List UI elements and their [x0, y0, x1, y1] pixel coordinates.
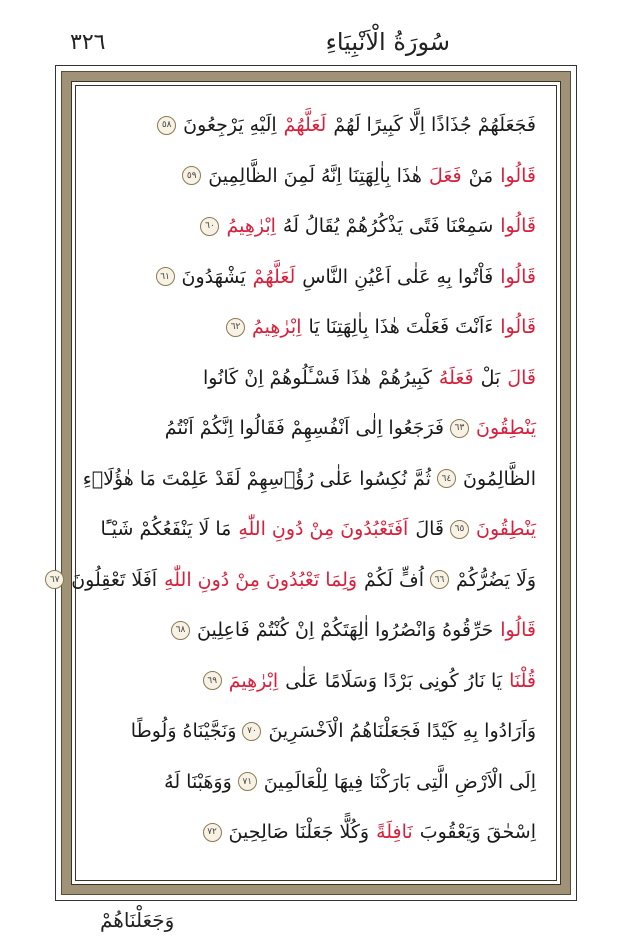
verse-line — [96, 151, 536, 202]
verse-text: وَكُلًّا جَعَلْنَا صَالِحِينَ — [228, 821, 370, 844]
verse-end-marker: ٦٠ — [200, 217, 219, 236]
verse-text: اِلَى الْاَرْضِ الَّتِى بَارَكْنَا فِيهَا لِلْعَالَمِينَ — [263, 770, 536, 793]
verse-text: يَشْهَدُونَ — [181, 265, 246, 288]
verse-text: بَلْ — [480, 366, 501, 389]
verse-text: الظَّالِمُونَ — [463, 467, 536, 490]
verse-text: لَعَلَّهُمْ — [283, 114, 327, 137]
verse-text: اِبْرٰهِيمُ — [226, 215, 276, 238]
verse-text: وَلَا يَضُرُّكُمْ — [456, 568, 536, 591]
verse-text: وَلِمَا تَعْبُدُونَ مِنْ دُونِ اللّٰهِ — [164, 568, 358, 591]
verse-text: اِبْرٰهِيمَ — [228, 669, 279, 692]
surah-title: سُورَةُ الْاَنْبِيَاءِ — [325, 28, 450, 56]
verse-text: فَعَلَ — [428, 164, 462, 187]
verse-text: اُفٍّ لَكُمْ — [364, 568, 424, 591]
verse-line — [49, 555, 536, 606]
page-number: ٣٢٦ — [70, 30, 106, 55]
verse-end-marker: ٦٩ — [203, 671, 222, 690]
verse-text: هٰذَا فَسْـَٔلُوهُمْ اِنْ كَانُوا — [203, 366, 372, 389]
verse-line — [96, 252, 536, 303]
verse-text: اِسْحٰقَ وَيَعْقُوبَ — [419, 821, 536, 844]
verse-text: قَالُوا — [500, 265, 536, 288]
page-header — [70, 28, 560, 62]
verse-text: وَوَهَبْنَا لَهُ — [164, 770, 232, 793]
verse-text: قَالَ — [507, 366, 536, 389]
verse-text: ءَاَنْتَ فَعَلْتَ هٰذَا بِاٰلِهَتِنَا يَا — [308, 316, 494, 339]
verse-text: قَالَ — [415, 518, 444, 541]
verse-end-marker: ٧٢ — [203, 823, 222, 842]
verse-text: فَاْتُوا بِهِ عَلٰى اَعْيُنِ النَّاسِ — [302, 265, 494, 288]
verse-end-marker: ٥٨ — [157, 116, 176, 135]
verse-text: قُلْنَا — [509, 669, 536, 692]
verse-text: سَمِعْنَا فَتًى يَذْكُرُهُمْ يُقَالُ لَهُ — [282, 215, 494, 238]
verse-text: فَرَجَعُوا اِلٰى اَنْفُسِهِمْ فَقَالُوا اِنَّكُمْ اَنْتُمُ — [164, 417, 444, 440]
verse-line — [96, 100, 536, 151]
verse-text: يَنْطِقُونَ — [476, 518, 536, 541]
verse-end-marker: ٦٦ — [430, 570, 449, 589]
verse-text: قَالُوا — [500, 164, 536, 187]
verse-line — [82, 454, 536, 505]
verse-text: وَاَرَادُوا بِهِ كَيْدًا فَجَعَلْنَاهُمُ الْاَخْسَرِينَ — [268, 720, 536, 743]
verse-line — [96, 605, 536, 656]
verse-end-marker: ٧٠ — [242, 722, 261, 741]
verse-line — [96, 706, 536, 757]
verse-end-marker: ٦٥ — [450, 520, 469, 539]
verse-text-area — [49, 100, 536, 866]
verse-text: قَالُوا — [500, 619, 536, 642]
verse-end-marker: ٥٩ — [182, 166, 201, 185]
catchword: وَجَعَلْنَاهُمْ — [100, 908, 175, 932]
verse-line — [96, 201, 536, 252]
verse-text: اِبْرٰهِيمُ — [252, 316, 302, 339]
verse-text: نَافِلَةً — [376, 821, 413, 844]
verse-text: هٰذَا بِاٰلِهَتِنَا اِنَّهُ لَمِنَ الظَّالِمِينَ — [208, 164, 422, 187]
verse-end-marker: ٦٧ — [45, 570, 64, 589]
frame-border — [49, 71, 571, 895]
verse-line — [96, 403, 536, 454]
verse-text: قَالُوا — [500, 215, 536, 238]
verse-end-marker: ٦٢ — [226, 318, 245, 337]
verse-line — [96, 757, 536, 808]
verse-text: اَفَتَعْبُدُونَ مِنْ دُونِ اللّٰهِ — [238, 518, 409, 541]
verse-text: فَجَعَلَهُمْ جُذَاذًا اِلَّا كَبِيرًا لَهُمْ — [333, 114, 536, 137]
verse-text: مَا لَا يَنْفَعُكُمْ شَيْـًٔا — [100, 518, 232, 541]
verse-text: ثُمَّ نُكِسُوا عَلٰى رُؤُ۫سِهِمْ لَقَدْ عَلِمْتَ مَا هٰؤُلَاۤءِ — [82, 467, 431, 490]
page-frame — [49, 65, 577, 901]
verse-end-marker: ٦٤ — [437, 469, 456, 488]
verse-end-marker: ٦٨ — [171, 621, 190, 640]
verse-line — [96, 656, 536, 707]
verse-line — [96, 353, 536, 404]
verse-end-marker: ٦٣ — [450, 419, 469, 438]
verse-line — [96, 504, 536, 555]
verse-line — [96, 807, 536, 858]
verse-text: يَنْطِقُونَ — [476, 417, 536, 440]
verse-text: حَرِّقُوهُ وَانْصُرُوا اٰلِهَتَكُمْ اِنْ كُنْتُمْ فَاعِلِينَ — [197, 619, 494, 642]
verse-text: لَعَلَّهُمْ — [252, 265, 296, 288]
verse-text: كَبِيرُهُمْ — [378, 366, 432, 389]
verse-text: اِلَيْهِ يَرْجِعُونَ — [183, 114, 277, 137]
verse-line — [96, 302, 536, 353]
text-panel — [49, 81, 561, 885]
verse-text: وَنَجَّيْنَاهُ وَلُوطًا — [130, 720, 237, 743]
verse-text: اَفَلَا تَعْقِلُونَ — [71, 568, 158, 591]
verse-end-marker: ٦١ — [156, 267, 175, 286]
verse-text: مَنْ — [468, 164, 494, 187]
verse-end-marker: ٧١ — [238, 772, 257, 791]
verse-text: يَا نَارُ كُونِى بَرْدًا وَسَلَامًا عَلٰى — [285, 669, 503, 692]
verse-text: فَعَلَهُ — [438, 366, 474, 389]
verse-text: قَالُوا — [500, 316, 536, 339]
